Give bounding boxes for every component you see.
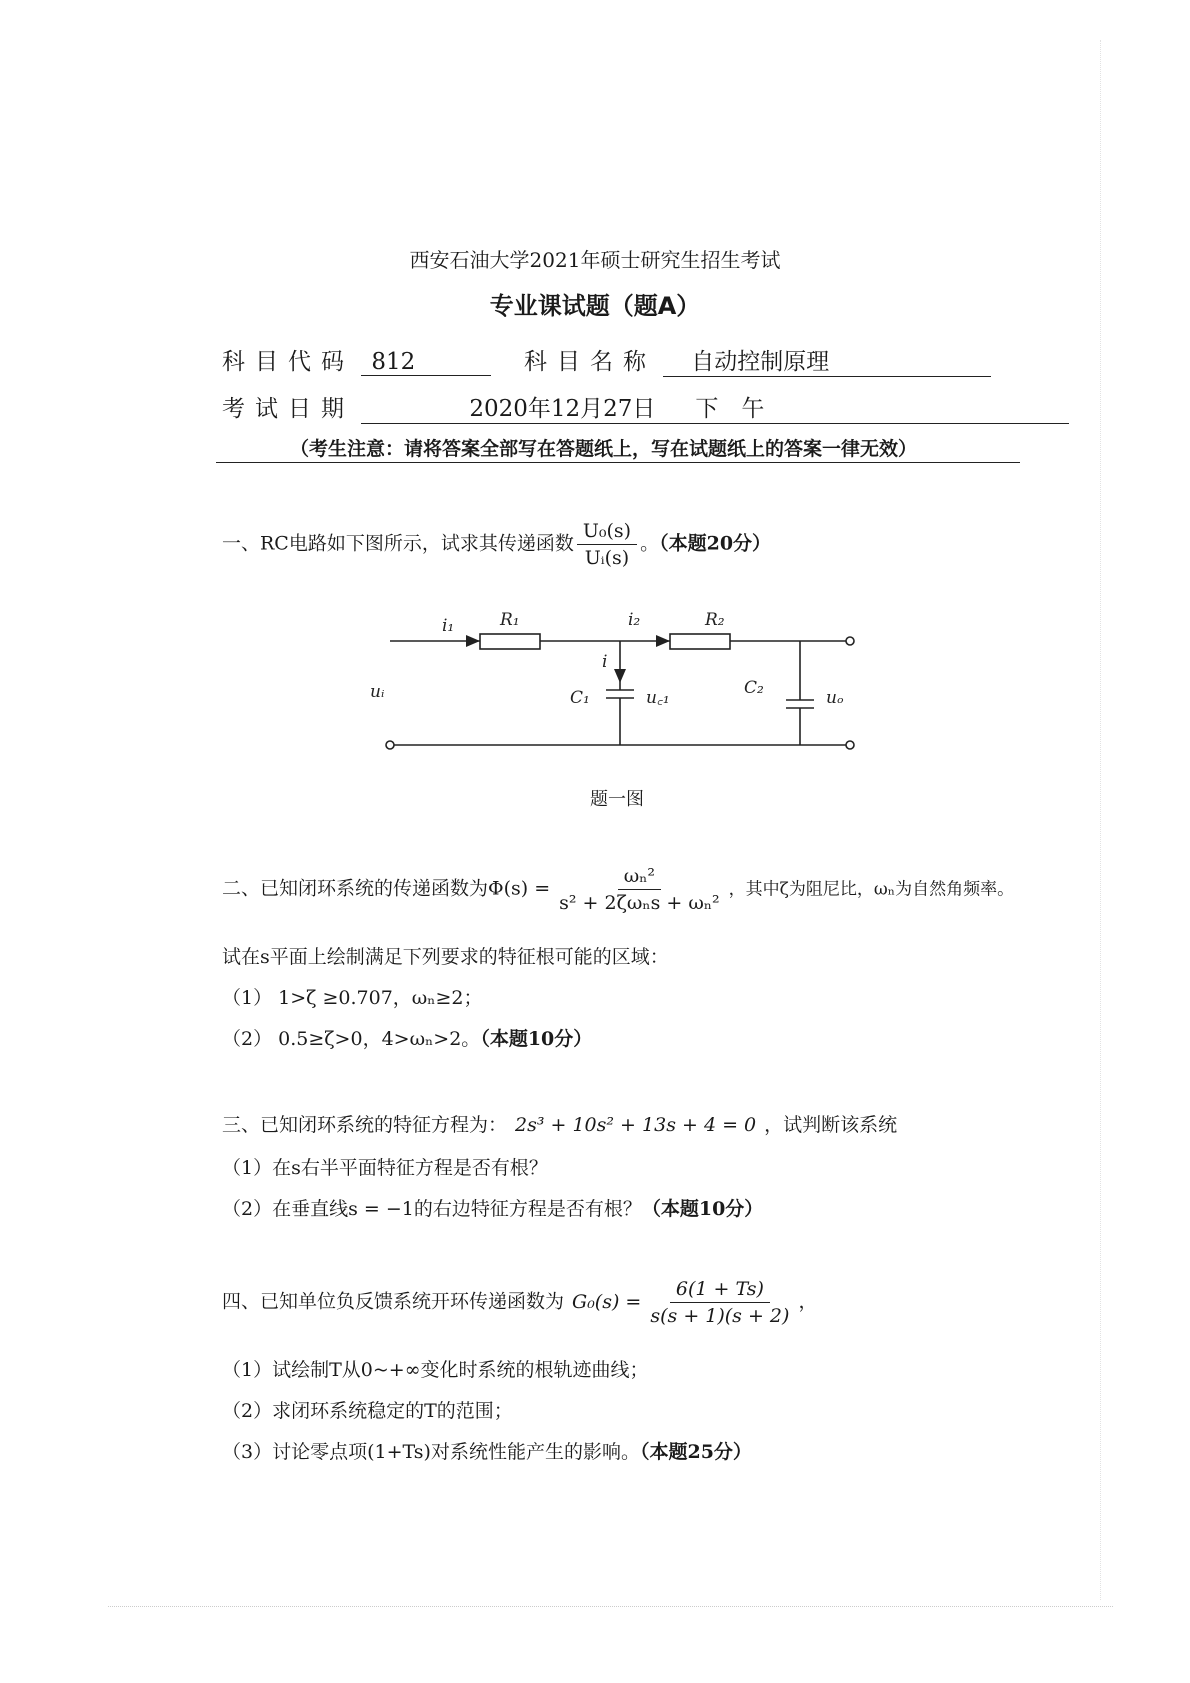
subject-name: 自动控制原理 <box>691 349 830 375</box>
resistor-r2 <box>670 634 730 649</box>
rc-circuit-diagram <box>370 585 870 770</box>
output-terminal-bottom <box>846 741 854 749</box>
scan-edge-right <box>1100 40 1101 1600</box>
resistor-r1 <box>480 634 540 649</box>
q3-item-2: （2）在垂直线s = −1的右边特征方程是否有根？ <box>222 1198 642 1220</box>
q2-tail: ，其中ζ为阻尼比，ωₙ为自然角频率。 <box>728 879 1015 900</box>
exam-date-field <box>361 390 1069 424</box>
label-uo: uₒ <box>826 688 844 708</box>
exam-date-row <box>222 390 1069 424</box>
q4-transfer-fraction <box>644 1278 795 1327</box>
q2-frac-num: ωₙ² <box>618 865 661 890</box>
label-r2: R₂ <box>705 610 725 630</box>
q4-frac-num: 6(1 + Ts) <box>670 1278 770 1303</box>
q4-frac-den: s(s + 1)(s + 2) <box>650 1305 790 1327</box>
q3-tail: ，试判断该系统 <box>764 1114 898 1136</box>
q1-text: 一、RC电路如下图所示，试求其传递函数 <box>222 532 574 555</box>
q1-frac-num: U₀(s) <box>577 520 637 545</box>
q3-lead: 三、已知闭环系统的特征方程为： <box>222 1114 508 1136</box>
label-c1: C₁ <box>570 688 590 708</box>
q4-score: （本题25分） <box>639 1441 752 1463</box>
q1-tail: 。 <box>640 532 660 555</box>
q2-item-2: （2） 0.5≥ζ>0，4>ωₙ>2。 <box>222 1028 481 1050</box>
q2-item-2-row <box>222 1024 592 1051</box>
q4-tail: ， <box>798 1290 818 1313</box>
exam-subtitle: 专业课试题（题A） <box>489 292 701 320</box>
q4-item-1: （1）试绘制T从0~+∞变化时系统的根轨迹曲线； <box>222 1359 649 1381</box>
exam-session: 下 午 <box>695 396 765 422</box>
q4-item-2: （2）求闭环系统稳定的T的范围； <box>222 1400 513 1422</box>
current-arrow-i <box>614 669 626 683</box>
q1-score: （本题20分） <box>659 532 772 555</box>
label-r1: R₁ <box>500 610 520 630</box>
label-ui: uᵢ <box>370 682 385 702</box>
label-c2: C₂ <box>744 678 764 698</box>
q2-item-1: （1） 1>ζ ≥0.707，ωₙ≥2； <box>222 987 483 1009</box>
q3-item-1: （1）在s右半平面特征方程是否有根？ <box>222 1157 548 1179</box>
exam-title: 西安石油大学2021年硕士研究生招生考试 <box>409 248 781 272</box>
label-i2: i₂ <box>628 610 641 630</box>
exam-notice: （考生注意：请将答案全部写在答题纸上，写在试题纸上的答案一律无效） <box>290 438 918 460</box>
label-uc1: u꜀₁ <box>646 688 670 708</box>
q2-frac-den: s² + 2ζωₙs + ωₙ² <box>559 892 720 914</box>
q3-equation: 2s³ + 10s² + 13s + 4 = 0 <box>515 1114 757 1136</box>
label-i: i <box>602 652 608 672</box>
figure-caption: 题一图 <box>590 789 644 810</box>
scan-edge-bottom <box>108 1606 1113 1607</box>
current-arrow-i1 <box>466 635 480 647</box>
output-terminal-top <box>846 637 854 645</box>
input-terminal-bottom <box>386 741 394 749</box>
subject-name-field <box>663 343 991 377</box>
q4-item-3-row <box>222 1437 752 1464</box>
q4-g-label: G₀(s) = <box>572 1290 642 1313</box>
question-1 <box>222 520 771 569</box>
q1-transfer-fraction <box>577 520 637 569</box>
header-divider <box>216 462 1020 463</box>
q2-transfer-fraction <box>553 865 726 914</box>
question-3 <box>222 1110 897 1137</box>
q1-frac-den: Uᵢ(s) <box>584 547 630 569</box>
question-4 <box>222 1278 817 1327</box>
subject-code-field <box>361 349 491 376</box>
question-2 <box>222 865 1014 914</box>
q2-score: （本题10分） <box>480 1028 593 1050</box>
q3-score: （本题10分） <box>641 1198 764 1220</box>
q4-item-3: （3）讨论零点项(1+Ts)对系统性能产生的影响。 <box>222 1441 640 1463</box>
subject-code: 812 <box>371 349 416 375</box>
subject-name-label: 科目名称 <box>523 349 656 375</box>
subject-code-label: 科目代码 <box>222 349 354 375</box>
q2-line2: 试在s平面上绘制满足下列要求的特征根可能的区域： <box>222 946 669 968</box>
q3-item-2-row <box>222 1194 763 1221</box>
label-i1: i₁ <box>442 616 455 636</box>
current-arrow-i2 <box>656 635 670 647</box>
exam-date-label: 考试日期 <box>222 396 354 422</box>
q2-lead: 二、已知闭环系统的传递函数为Φ(s) = <box>222 877 551 900</box>
q4-lead: 四、已知单位负反馈系统开环传递函数为 <box>222 1290 565 1313</box>
subject-row <box>222 343 991 377</box>
exam-date: 2020年12月27日 <box>469 396 656 422</box>
